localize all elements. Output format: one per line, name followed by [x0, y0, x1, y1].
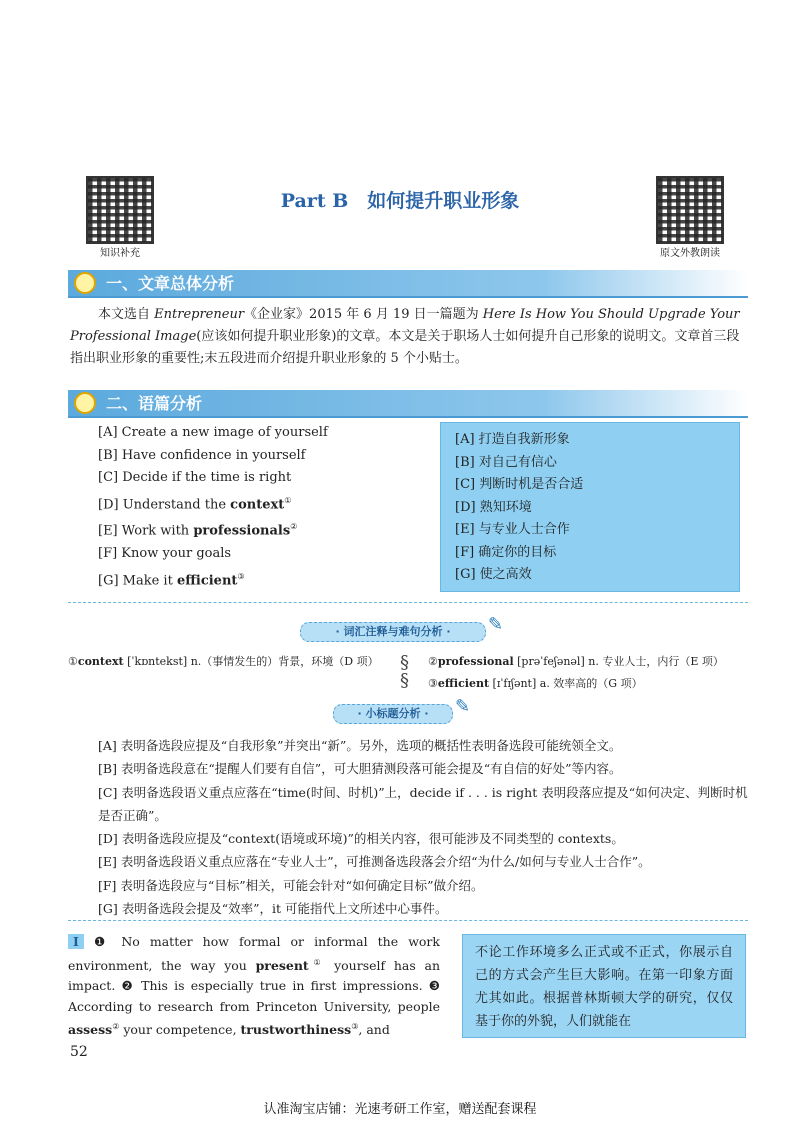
source-title: Entrepreneur — [154, 307, 245, 322]
page-title: Part B 如何提升职业形象 — [280, 190, 520, 212]
vocab-pill: · 词汇注释与难句分析 · — [300, 622, 486, 642]
option-cn: [E] 与专业人士合作 — [455, 522, 570, 537]
option-cn: [D] 熟知环境 — [455, 499, 532, 515]
divider — [68, 602, 748, 603]
option-en: [D] Understand the context① — [98, 495, 292, 512]
subtitle-analysis — [98, 734, 748, 920]
analysis-line: [A] 表明备选段应提及“自我形象”并突出“新”。另外，选项的概括性表明备选段可能统领全文。 — [98, 738, 622, 753]
section-banner-overview — [68, 270, 748, 298]
section-heading: 一、文章总体分析 — [106, 274, 235, 293]
footer-note: 认准淘宝店铺：光速考研工作室，赠送配套课程 — [263, 1102, 537, 1117]
section-heading: 二、语篇分析 — [106, 394, 203, 413]
option-cn: [G] 使之高效 — [455, 567, 532, 582]
lightbulb-icon — [74, 272, 96, 294]
vocab-item: ②professional [prəˈfeʃənəl] n. 专业人士，内行（E 项） — [428, 655, 724, 668]
option-en: [B] Have confidence in yourself — [98, 447, 306, 463]
pen-icon: ✎ — [455, 696, 471, 717]
qr-caption-right: 原文外教朗读 — [660, 248, 720, 259]
analysis-line: [B] 表明备选段意在“提醒人们要有自信”，可大胆猜测段落可能会提及“有自信的好处”等内容。 — [98, 761, 622, 777]
pen-icon: ✎ — [488, 614, 504, 635]
divider — [68, 920, 748, 921]
analysis-line: [D] 表明备选段应提及“context(语境或环境)”的相关内容，很可能涉及不同类型的 contexts。 — [98, 831, 624, 847]
intro-text: 《企业家》2015 年 6 月 19 日一篇题为 — [244, 307, 479, 322]
option-en: [F] Know your goals — [98, 546, 232, 562]
subtitle-pill: · 小标题分析 · — [333, 704, 453, 724]
vocab-item: ③efficient [ɪˈfɪʃənt] a. 效率高的（G 项） — [428, 677, 643, 690]
passage-paragraph: I ❶ No matter how formal or informal the work environment, the way you present① yourself has an impact. ❷ This is especially true in first impressions. ❸ According to research from Princeton University, people assess② your competence, trustworthiness③, and — [68, 934, 441, 1038]
option-cn: [B] 对自己有信心 — [455, 454, 557, 470]
analysis-line: [C] 表明备选段语义重点应落在“time(时间、时机)”上，decide if . . . is right 表明段落应提及“如何决定、判断时机是否正确”。 — [98, 784, 748, 823]
option-cn: [F] 确定你的目标 — [455, 544, 557, 560]
vocab-item: ①context [ˈkɒntekst] n.（事情发生的）背景，环境（D 项） — [68, 655, 379, 668]
option-cn: [A] 打造自我新形象 — [455, 432, 570, 447]
overview-paragraph — [70, 304, 746, 370]
page-number: 52 — [70, 1044, 88, 1060]
intro-text: 本文选自 — [98, 307, 151, 322]
lightbulb-icon — [74, 392, 96, 414]
option-en: [C] Decide if the time is right — [98, 470, 292, 485]
option-en: [A] Create a new image of yourself — [98, 425, 328, 440]
option-en: [G] Make it efficient③ — [98, 571, 245, 588]
options-en-list — [98, 422, 418, 592]
brace-divider: § § — [400, 652, 409, 691]
option-en: [E] Work with professionals② — [98, 522, 298, 539]
options-cn-box — [440, 422, 740, 592]
qr-caption-left: 知识补充 — [100, 248, 140, 259]
analysis-line: [F] 表明备选段应与“目标”相关，可能会针对“如何确定目标”做介绍。 — [98, 877, 484, 893]
option-cn: [C] 判断时机是否合适 — [455, 477, 584, 492]
translation-box: 不论工作环境多么正式或不正式，你展示自己的方式会产生巨大影响。在第一印象方面尤其如此。根据普林斯顿大学的研究，仅仅基于你的外貌，人们就能在 — [462, 934, 746, 1038]
paragraph-label: I — [68, 934, 84, 949]
analysis-line: [E] 表明备选段语义重点应落在“专业人士”，可推测备选段落会介绍“为什么/如何与专业人士合作”。 — [98, 854, 651, 870]
intro-text: (应该如何提升职业形象)的文章。本文是关于职场人士如何提升自己形象的说明文。文章首三段指出职业形象的重要性;末五段进而介绍提升职业形象的 5 个小贴士。 — [70, 329, 740, 366]
analysis-line: [G] 表明备选段会提及“效率”，it 可能指代上文所述中心事件。 — [98, 901, 448, 917]
article-title: Here Is How You Should Upgrade Your Professional Image — [70, 307, 740, 344]
section-banner-discourse — [68, 390, 748, 418]
